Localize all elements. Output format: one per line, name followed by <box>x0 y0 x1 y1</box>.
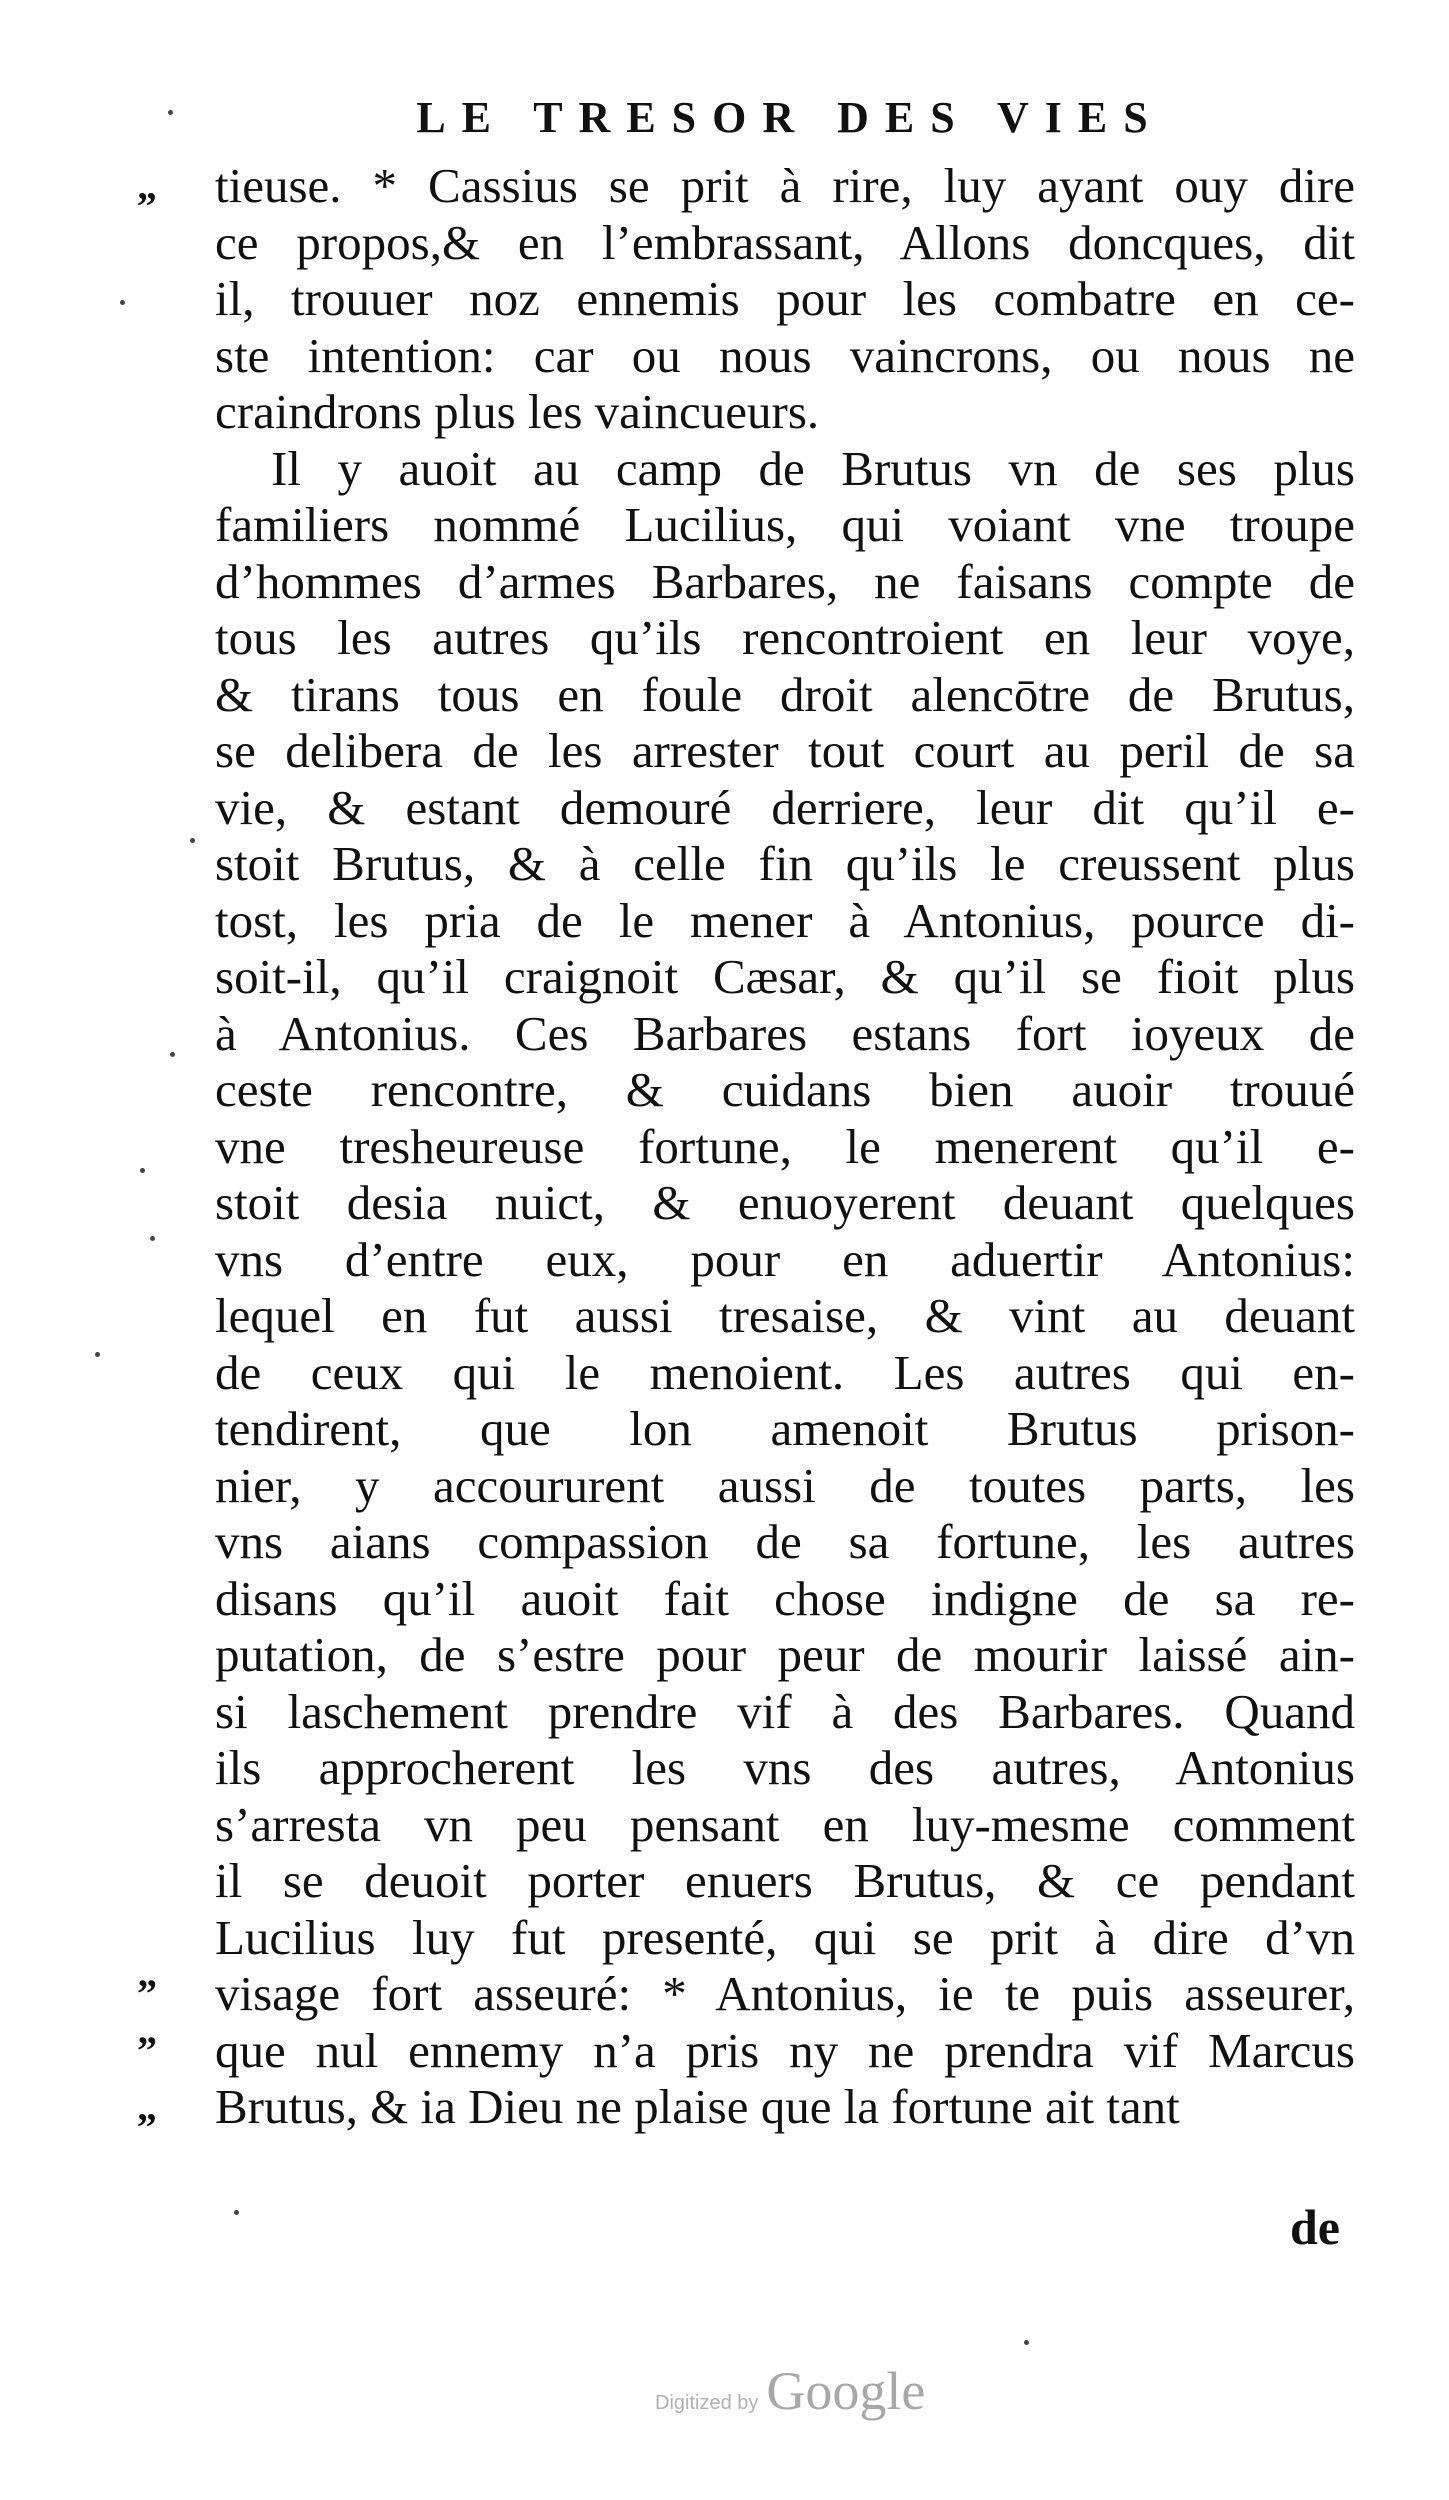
text-line <box>215 1853 1355 1910</box>
text-line <box>215 441 1355 498</box>
print-speck <box>95 1352 100 1357</box>
print-speck <box>190 838 195 843</box>
text-line <box>215 554 1355 611</box>
text-line <box>215 1062 1355 1119</box>
text-line <box>215 1119 1355 1176</box>
margin-quote-mark: „ <box>137 2084 159 2129</box>
text-line-content: Brutus, & ia Dieu ne plaise que la fortune ait tant <box>215 2079 1180 2134</box>
print-speck <box>1024 2340 1029 2345</box>
text-line <box>137 158 1355 215</box>
text-line <box>215 497 1355 554</box>
margin-quote-mark: ” <box>137 2027 159 2073</box>
print-speck <box>168 110 173 115</box>
text-line <box>215 1740 1355 1797</box>
text-line-content: se delibera de les arrester tout court au peril de sa <box>215 723 1355 778</box>
text-line-content: d’hommes d’armes Barbares, ne faisans compte de <box>215 553 1355 609</box>
print-speck <box>140 1168 145 1173</box>
text-line-content: ce propos,& en l’embrassant, Allons doncques, dit <box>215 214 1355 270</box>
text-line <box>215 1401 1355 1458</box>
text-line-content: disans qu’il auoit fait chose indigne de sa re- <box>215 1570 1355 1626</box>
text-line-content: il se deuoit porter enuers Brutus, & ce pendant <box>215 1853 1355 1908</box>
text-line <box>215 215 1355 272</box>
text-line <box>215 1458 1355 1515</box>
text-line-content: s’arresta vn peu pensant en luy-mesme comment <box>215 1796 1355 1852</box>
text-line-content: stoit desia nuict, & enuoyerent deuant quelques <box>215 1175 1355 1230</box>
text-line-content: nier, y accoururent aussi de toutes parts, les <box>215 1457 1355 1513</box>
text-line <box>137 1966 1355 2023</box>
text-line <box>215 1006 1355 1063</box>
text-line <box>215 1627 1355 1684</box>
text-line <box>215 1571 1355 1628</box>
text-line-content: & tirans tous en foule droit alencōtre de Brutus, <box>215 666 1355 722</box>
text-line-content: stoit Brutus, & à celle fin qu’ils le creussent plus <box>215 836 1355 891</box>
text-line-content: craindrons plus les vaincueurs. <box>215 384 820 439</box>
text-line-content: il, trouuer noz ennemis pour les combatre en ce- <box>215 271 1355 326</box>
text-line <box>137 2079 1355 2136</box>
text-line-content: soit-il, qu’il craignoit Cæsar, & qu’il se fioit plus <box>215 949 1355 1004</box>
text-line-content: visage fort asseuré: * Antonius, ie te puis asseurer, <box>215 1966 1355 2021</box>
text-line <box>215 893 1355 950</box>
text-line <box>215 723 1355 780</box>
text-line <box>215 1288 1355 1345</box>
text-line-content: tous les autres qu’ils rencontroient en leur voye, <box>215 610 1355 665</box>
text-line-content: vie, & estant demouré derriere, leur dit qu’il e- <box>215 779 1355 835</box>
text-line <box>137 2022 1355 2080</box>
print-speck <box>150 1236 155 1241</box>
text-line-content: lequel en fut aussi tresaise, & vint au deuant <box>215 1288 1355 1343</box>
text-line <box>215 610 1355 667</box>
text-line-content: que nul ennemy n’a pris ny ne prendra vif Marcus <box>215 2022 1355 2078</box>
running-head: LE TRESOR DES VIES <box>416 93 1164 142</box>
catchword: de <box>1290 2199 1340 2255</box>
text-line <box>215 384 1355 441</box>
digitization-watermark <box>655 2360 925 2422</box>
text-line-content: tost, les pria de le mener à Antonius, pource di- <box>215 892 1355 948</box>
text-line-content: Il y auoit au camp de Brutus vn de ses plus <box>271 440 1355 496</box>
text-line <box>215 1345 1355 1402</box>
text-line <box>215 1910 1355 1967</box>
text-line-content: Lucilius luy fut presenté, qui se prit à dire d’vn <box>215 1909 1355 1965</box>
text-line-content: de ceux qui le menoient. Les autres qui en- <box>215 1344 1355 1400</box>
text-line <box>215 1514 1355 1571</box>
text-line-content: si laschement prendre vif à des Barbares. Quand <box>215 1683 1355 1739</box>
text-line-content: familiers nommé Lucilius, qui voiant vne troupe <box>215 497 1355 552</box>
watermark-caption: Digitized by <box>655 2392 759 2414</box>
text-line <box>215 780 1355 837</box>
text-line-content: ils approcherent les vns des autres, Antonius <box>215 1740 1355 1795</box>
text-line <box>215 328 1355 385</box>
text-line-content: à Antonius. Ces Barbares estans fort ioyeux de <box>215 1005 1355 1061</box>
print-speck <box>120 300 125 305</box>
text-line-content: ceste rencontre, & cuidans bien auoir trouué <box>215 1062 1355 1117</box>
text-line <box>215 1232 1355 1289</box>
text-line <box>215 1797 1355 1854</box>
text-line-content: tendirent, que lon amenoit Brutus prison- <box>215 1401 1355 1456</box>
text-line <box>215 949 1355 1006</box>
margin-quote-mark: „ <box>137 163 159 208</box>
text-line <box>215 836 1355 893</box>
print-speck <box>170 1052 175 1057</box>
print-speck <box>234 2210 239 2215</box>
text-line <box>215 1175 1355 1232</box>
body-text <box>137 158 1355 2136</box>
text-line <box>215 1684 1355 1741</box>
text-line-content: vns d’entre eux, pour en aduertir Antonius: <box>215 1231 1355 1287</box>
text-line <box>215 667 1355 724</box>
text-line-content: vns aians compassion de sa fortune, les autres <box>215 1514 1355 1569</box>
margin-quote-mark: ” <box>137 1971 159 2016</box>
google-logo: Google <box>766 2361 926 2421</box>
text-line-content: ste intention: car ou nous vaincrons, ou nous ne <box>215 327 1355 383</box>
text-line-content: tieuse. * Cassius se prit à rire, luy ayant ouy dire <box>215 158 1355 213</box>
text-line <box>215 271 1355 328</box>
text-line-content: vne tresheureuse fortune, le menerent qu’il e- <box>215 1118 1355 1174</box>
text-line-content: putation, de s’estre pour peur de mourir laissé ain- <box>215 1627 1355 1682</box>
